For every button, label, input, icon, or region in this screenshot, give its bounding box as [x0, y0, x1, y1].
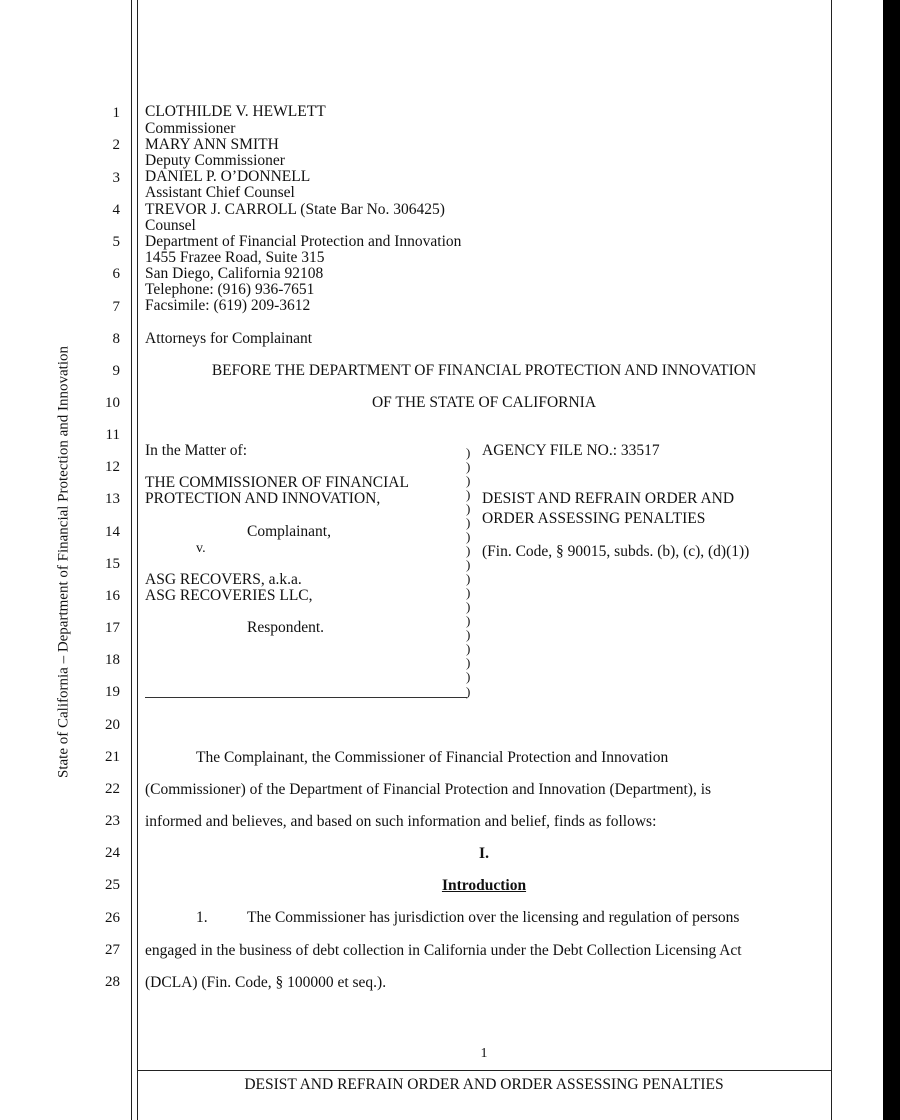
footer-rule — [137, 1070, 832, 1071]
in-the-matter-label: In the Matter of: — [145, 442, 248, 459]
complainant-role: Complainant, — [247, 523, 331, 540]
line-number: 16 — [105, 588, 120, 604]
caption-paren: ) — [466, 515, 471, 530]
respondent-role: Respondent. — [247, 619, 325, 636]
sidebar-agency-text: State of California – Department of Financial Protection and Innovation — [55, 346, 72, 778]
body-paragraph-line: The Commissioner has jurisdiction over the licensing and regulation of persons — [247, 909, 740, 926]
line-number: 15 — [105, 556, 120, 572]
caption-paren: ) — [466, 684, 471, 699]
complainant-name: PROTECTION AND INNOVATION, — [145, 490, 381, 507]
caption-paren: ) — [466, 459, 471, 474]
body-paragraph-line: (Commissioner) of the Department of Financial Protection and Innovation (Department), is — [145, 781, 712, 798]
line-number: 11 — [105, 427, 120, 443]
respondent-name: ASG RECOVERIES LLC, — [145, 587, 313, 604]
section-heading: Introduction — [441, 877, 527, 894]
agency-file-number: AGENCY FILE NO.: 33517 — [482, 442, 660, 459]
line-number: 28 — [105, 974, 120, 990]
counsel-line: CLOTHILDE V. HEWLETT — [145, 103, 326, 120]
caption-bottom-rule — [145, 697, 467, 698]
caption-paren: ) — [466, 669, 471, 684]
caption-paren: ) — [466, 501, 471, 516]
line-number: 6 — [112, 266, 120, 282]
counsel-line: MARY ANN SMITH — [145, 136, 279, 153]
line-number: 25 — [105, 877, 120, 893]
counsel-line: TREVOR J. CARROLL (State Bar No. 306425) — [145, 201, 445, 218]
caption-paren: ) — [466, 473, 471, 488]
counsel-line: Counsel — [145, 217, 196, 234]
page-number: 1 — [480, 1046, 488, 1061]
court-title-line-1: BEFORE THE DEPARTMENT OF FINANCIAL PROTECTION AND INNOVATION — [211, 362, 757, 379]
line-number: 10 — [105, 395, 120, 411]
line-number: 18 — [105, 652, 120, 668]
counsel-line: Facsimile: (619) 209-3612 — [145, 297, 311, 314]
line-number: 22 — [105, 781, 120, 797]
caption-paren: ) — [466, 613, 471, 628]
right-margin-rule — [831, 0, 832, 1120]
line-number: 2 — [112, 137, 120, 153]
body-paragraph-line: The Complainant, the Commissioner of Financial Protection and Innovation — [196, 749, 669, 766]
line-number: 12 — [105, 459, 120, 475]
paragraph-number: 1. — [196, 909, 208, 926]
caption-paren: ) — [466, 641, 471, 656]
caption-paren: ) — [466, 529, 471, 544]
footer-title: DESIST AND REFRAIN ORDER AND ORDER ASSESSING PENALTIES — [244, 1076, 724, 1093]
caption-paren: ) — [466, 543, 471, 558]
caption-paren: ) — [466, 487, 471, 502]
line-number: 20 — [105, 717, 120, 733]
caption-paren: ) — [466, 655, 471, 670]
line-number: 5 — [112, 234, 120, 250]
caption-paren: ) — [466, 571, 471, 586]
counsel-line: Deputy Commissioner — [145, 152, 285, 169]
left-margin-rule-outer — [131, 0, 132, 1120]
line-number: 27 — [105, 942, 120, 958]
complainant-name: THE COMMISSIONER OF FINANCIAL — [145, 474, 409, 491]
line-number: 19 — [105, 684, 120, 700]
line-number: 21 — [105, 749, 120, 765]
counsel-line: 1455 Frazee Road, Suite 315 — [145, 249, 325, 266]
line-number: 23 — [105, 813, 120, 829]
line-number: 26 — [105, 910, 120, 926]
line-number: 7 — [112, 299, 120, 315]
court-title-line-2: OF THE STATE OF CALIFORNIA — [371, 394, 597, 411]
right-black-border — [883, 0, 900, 1120]
counsel-line: Assistant Chief Counsel — [145, 184, 295, 201]
caption-paren: ) — [466, 585, 471, 600]
order-title: ORDER ASSESSING PENALTIES — [482, 510, 706, 527]
counsel-line: San Diego, California 92108 — [145, 265, 324, 282]
body-paragraph-line: engaged in the business of debt collection in California under the Debt Collection Licensing Act — [145, 942, 742, 959]
caption-paren: ) — [466, 599, 471, 614]
line-number: 13 — [105, 491, 120, 507]
line-number: 3 — [112, 170, 120, 186]
counsel-line: Department of Financial Protection and Innovation — [145, 233, 462, 250]
line-number: 24 — [105, 845, 120, 861]
caption-paren: ) — [466, 445, 471, 460]
order-title: DESIST AND REFRAIN ORDER AND — [482, 490, 735, 507]
caption-paren: ) — [466, 627, 471, 642]
line-number: 17 — [105, 620, 120, 636]
body-paragraph-line: (DCLA) (Fin. Code, § 100000 et seq.). — [145, 974, 387, 991]
left-margin-rule-inner — [137, 0, 138, 1120]
body-paragraph-line: informed and believes, and based on such information and belief, finds as follows: — [145, 813, 657, 830]
versus-label: v. — [196, 541, 206, 556]
counsel-line: Telephone: (916) 936-7651 — [145, 281, 315, 298]
counsel-line: Commissioner — [145, 120, 236, 137]
caption-paren: ) — [466, 557, 471, 572]
line-number: 1 — [112, 105, 120, 121]
attorneys-for-label: Attorneys for Complainant — [145, 330, 313, 347]
respondent-name: ASG RECOVERS, a.k.a. — [145, 571, 302, 588]
counsel-line: DANIEL P. O’DONNELL — [145, 168, 311, 185]
section-number: I. — [479, 845, 489, 862]
line-number: 9 — [112, 363, 120, 379]
line-number: 14 — [105, 524, 120, 540]
line-number: 8 — [112, 331, 120, 347]
line-number: 4 — [112, 202, 120, 218]
statutory-citation: (Fin. Code, § 90015, subds. (b), (c), (d)(1)) — [482, 543, 750, 560]
